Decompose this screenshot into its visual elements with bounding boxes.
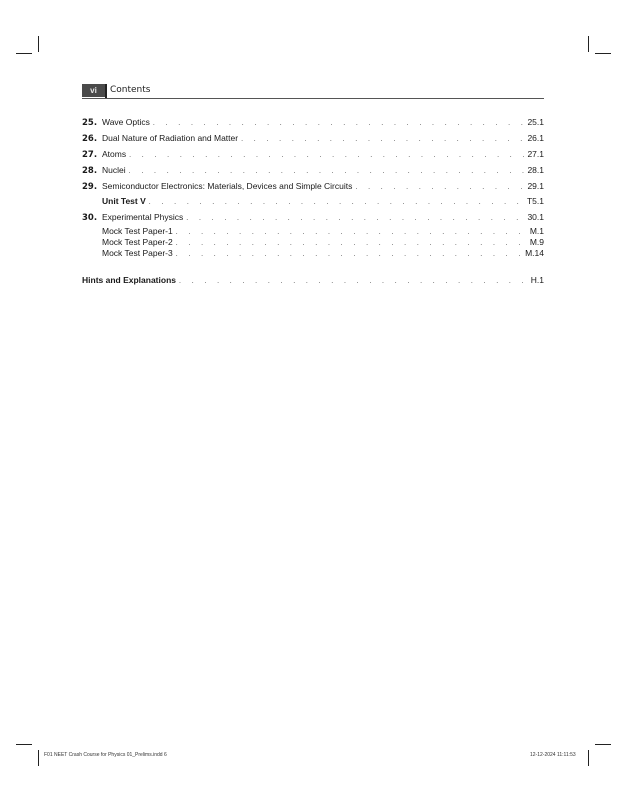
- dot-leader: [241, 136, 524, 143]
- dot-leader: [176, 251, 522, 258]
- dot-leader: [176, 229, 525, 236]
- toc-entry-28: [82, 165, 544, 177]
- toc-entry-26: [82, 133, 544, 145]
- chapter-number: 30.: [82, 213, 98, 223]
- dot-leader: [176, 240, 525, 247]
- section-title: Contents: [110, 85, 151, 95]
- dot-leader: [355, 184, 524, 191]
- page-ref: M.1: [529, 226, 544, 236]
- chapter-number: 29.: [82, 182, 98, 192]
- toc-entry-30: [82, 212, 544, 224]
- chapter-number: 26.: [82, 134, 98, 144]
- crop-mark-bottom-right-v: [588, 750, 589, 766]
- page-ref: 26.1: [527, 133, 544, 143]
- dot-leader: [179, 278, 525, 285]
- crop-mark-bottom-left-v: [38, 750, 39, 766]
- dot-leader: [149, 199, 524, 206]
- file-info: F01 NEET Crash Course for Physics 01_Prelims.indd 6: [44, 752, 167, 758]
- crop-mark-top-right-v: [588, 36, 589, 52]
- crop-mark-top-left-h: [16, 53, 32, 54]
- chapter-title: Mock Test Paper-3: [102, 248, 173, 258]
- page-ref: M.14: [525, 248, 544, 258]
- chapter-title: Unit Test V: [102, 196, 146, 206]
- page-ref: T5.1: [526, 196, 544, 206]
- crop-mark-bottom-left-h: [16, 744, 32, 745]
- page-ref: M.9: [529, 237, 544, 247]
- chapter-title: Atoms: [102, 149, 127, 159]
- crop-mark-bottom-right-h: [595, 744, 611, 745]
- chapter-title: Semiconductor Electronics: Materials, Devices and Simple Circuits: [102, 181, 353, 191]
- chapter-title: Mock Test Paper-1: [102, 226, 173, 236]
- toc-entry-unit-test-v: [82, 196, 544, 208]
- toc-entry-hints: [82, 275, 544, 287]
- dot-leader: [129, 168, 525, 175]
- toc-entry-25: [82, 117, 544, 129]
- toc-entry-29: [82, 181, 544, 193]
- header-divider: [105, 84, 107, 98]
- dot-leader: [129, 152, 524, 159]
- dot-leader: [153, 120, 525, 127]
- chapter-title: Dual Nature of Radiation and Matter: [102, 133, 239, 143]
- crop-mark-top-right-h: [595, 53, 611, 54]
- chapter-title: Wave Optics: [102, 117, 150, 127]
- chapter-title: Mock Test Paper-2: [102, 237, 173, 247]
- crop-mark-top-left-v: [38, 36, 39, 52]
- page-ref: 28.1: [527, 165, 544, 175]
- dot-leader: [186, 215, 524, 222]
- timestamp: 12-12-2024 11:11:53: [530, 752, 576, 758]
- chapter-number: 28.: [82, 166, 98, 176]
- page-ref: 29.1: [527, 181, 544, 191]
- toc-entry-mock-3: [82, 248, 544, 260]
- chapter-number: 25.: [82, 118, 98, 128]
- chapter-title: Nuclei: [102, 165, 126, 175]
- page-ref: H.1: [530, 275, 544, 285]
- chapter-title: Experimental Physics: [102, 212, 184, 222]
- chapter-number: 27.: [82, 150, 98, 160]
- running-header: [82, 84, 544, 99]
- page-ref: 27.1: [527, 149, 544, 159]
- page-ref: 30.1: [527, 212, 544, 222]
- toc-entry-27: [82, 149, 544, 161]
- chapter-title: Hints and Explanations: [82, 275, 176, 285]
- page-number-badge: vi: [82, 84, 105, 97]
- page-ref: 25.1: [527, 117, 544, 127]
